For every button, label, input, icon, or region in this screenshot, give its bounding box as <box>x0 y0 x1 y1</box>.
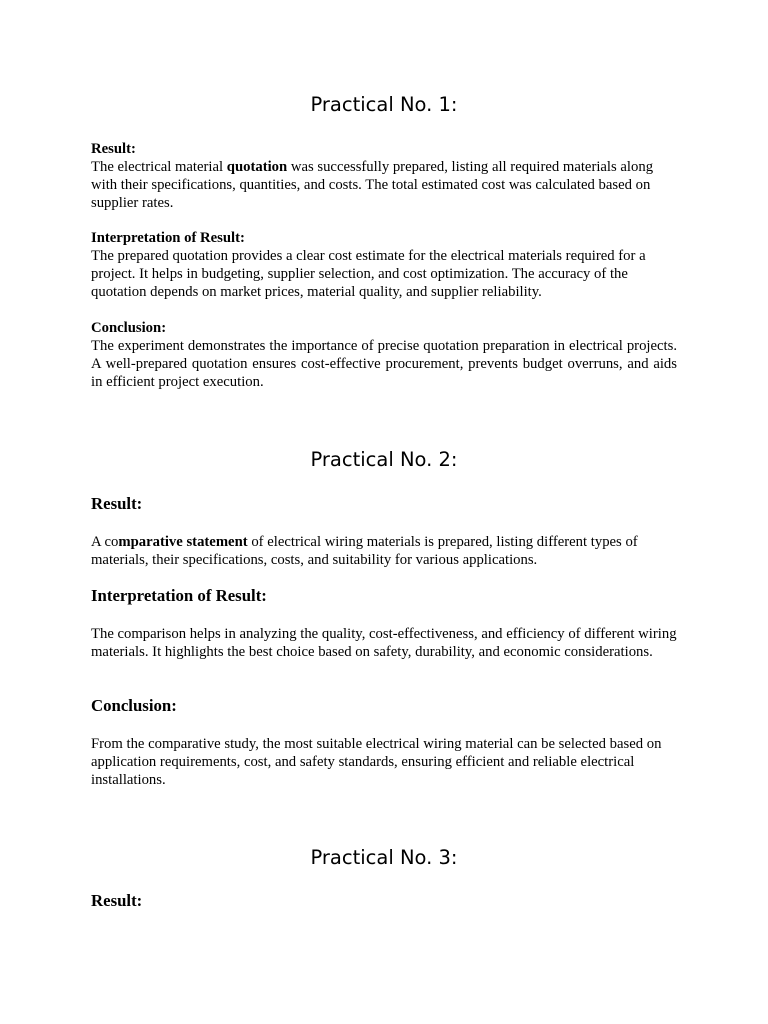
practical-1-result-section <box>91 140 677 212</box>
practical-1-conclusion-section <box>91 319 677 391</box>
practical-1-interpretation-section <box>91 229 677 301</box>
practical-2-result-keyword: mparative statement <box>118 534 248 550</box>
practical-1-result-text <box>91 158 677 212</box>
practical-2-result-text <box>91 533 677 569</box>
practical-2-interpretation-text: The comparison helps in analyzing the quality, cost-effectiveness, and efficiency of different wiring materials. It highlights the best choice based on safety, durability, and economic considerations. <box>91 626 677 660</box>
practical-2-result-text-end: of electrical wiring materials is prepared, listing different types of materials, their specifications, costs, and suitability for various applications. <box>91 534 638 568</box>
practical-1-result-heading: Result: <box>91 141 136 157</box>
practical-1-interpretation-text: The prepared quotation provides a clear cost estimate for the electrical materials required for a project. It helps in budgeting, supplier selection, and cost optimization. The accuracy of the quotation depends on market prices, material quality, and supplier reliability. <box>91 248 646 300</box>
practical-2-conclusion-text: From the comparative study, the most suitable electrical wiring material can be selected based on application requirements, cost, and safety standards, ensuring efficient and reliable electrical installations. <box>91 736 662 788</box>
practical-2-result-text-start: A co <box>91 534 119 550</box>
practical-3-title: Practical No. 3: <box>310 846 458 869</box>
practical-1-conclusion-text: The experiment demonstrates the importance of precise quotation preparation in electrical projects. A well-prepared quotation ensures cost-effective procurement, prevents budget overruns, and aids in efficient project execution. <box>91 338 677 390</box>
practical-2-interpretation-heading: Interpretation of Result: <box>91 586 267 605</box>
practical-2-conclusion-heading: Conclusion: <box>91 696 177 715</box>
practical-2-result-heading: Result: <box>91 494 143 513</box>
practical-1-conclusion-heading: Conclusion: <box>91 320 167 336</box>
practical-1-result-text-start: The electrical material <box>91 159 227 175</box>
practical-1-title: Practical No. 1: <box>310 93 458 116</box>
practical-1-result-text-end: was successfully prepared, listing all required materials along with their specifications, quantities, and costs. The total estimated cost was calculated based on supplier rates. <box>91 159 654 211</box>
practical-2-title: Practical No. 2: <box>310 448 458 471</box>
practical-1-result-keyword: quotation <box>226 159 288 175</box>
practical-3-result-heading: Result: <box>91 891 143 910</box>
practical-1-interpretation-heading: Interpretation of Result: <box>91 230 245 246</box>
